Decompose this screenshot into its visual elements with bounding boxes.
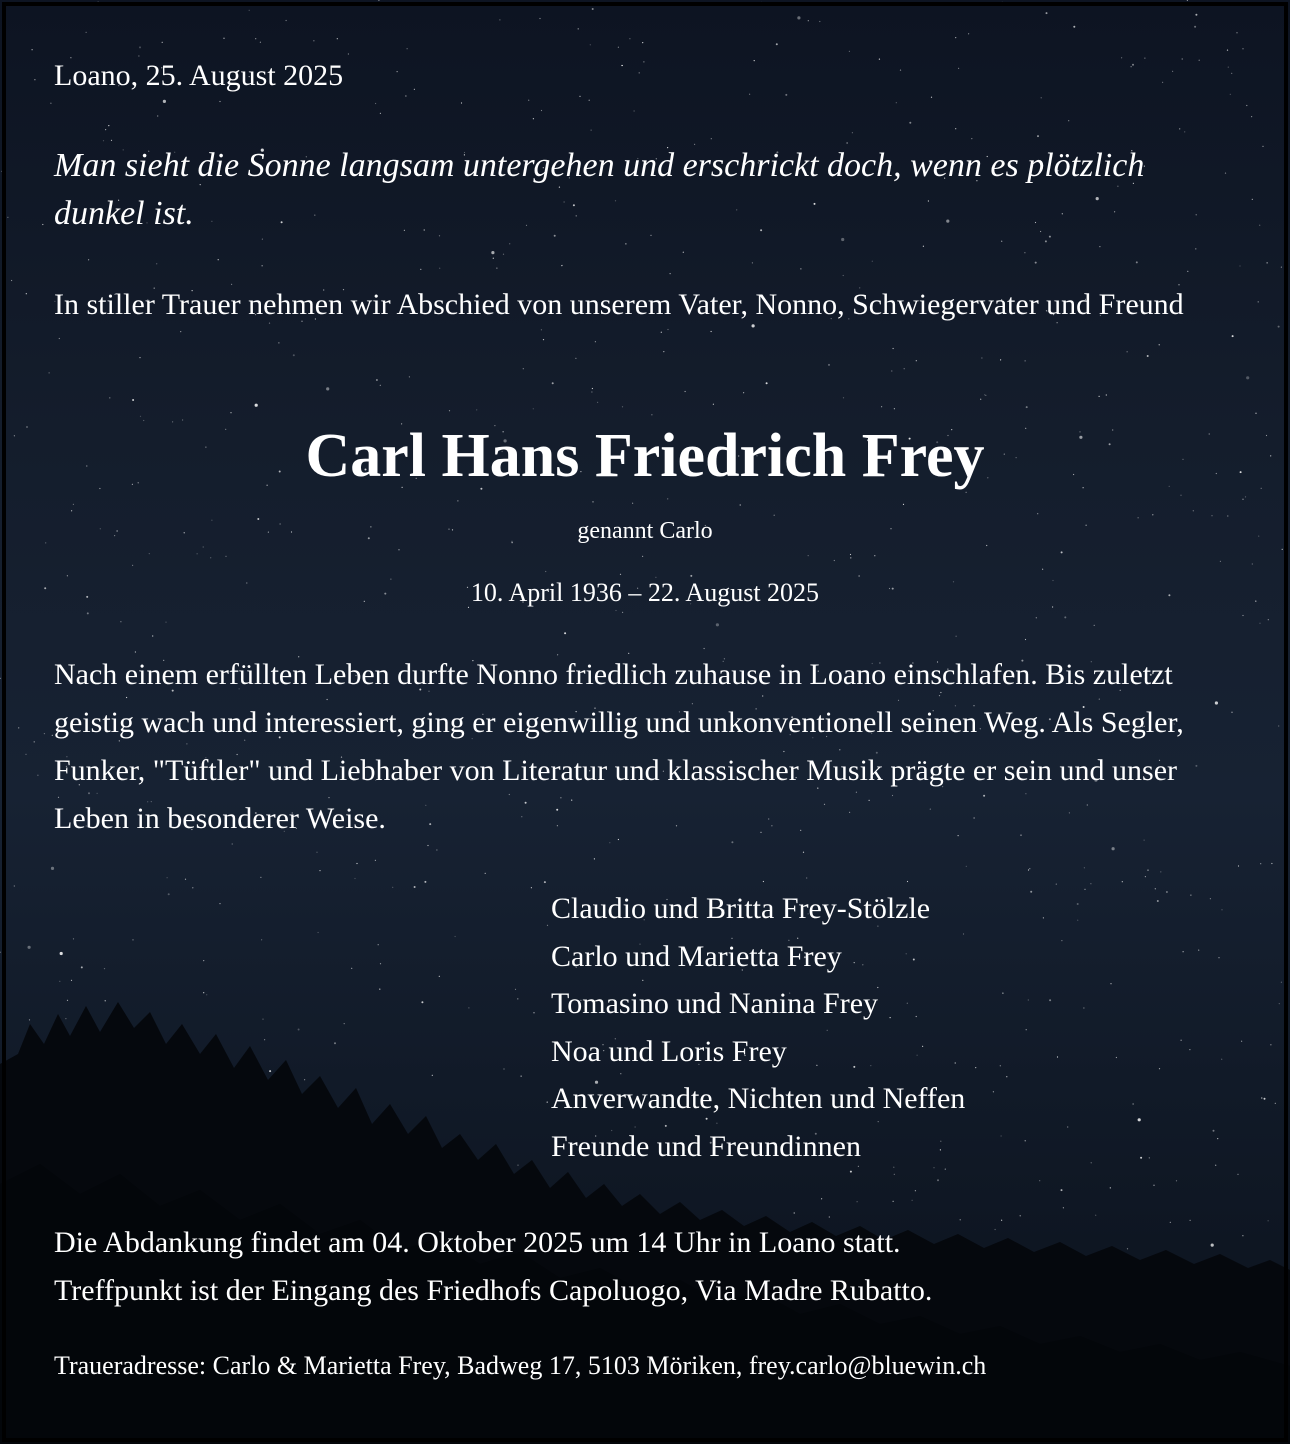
- ceremony-date-line: Die Abdankung findet am 04. Oktober 2025 um 14 Uhr in Loano statt.: [54, 1226, 901, 1259]
- lifespan-dates: 10. April 1936 – 22. August 2025: [470, 578, 820, 607]
- mourner-item: Freunde und Freundinnen: [551, 1129, 861, 1163]
- ceremony-info: [54, 1219, 932, 1315]
- quote: Man sieht die Sonne langsam untergehen und erschrickt doch, wenn es plötzlich dunkel ist.: [54, 147, 1145, 232]
- mourner-item: Anverwandte, Nichten und Neffen: [551, 1082, 966, 1115]
- deceased-nickname: genannt Carlo: [577, 518, 713, 544]
- intro-text: In stiller Trauer nehmen wir Abschied von unserem Vater, Nonno, Schwiegervater und Freund: [54, 288, 1184, 321]
- mourner-item: Tomasino und Nanina Frey: [551, 987, 879, 1020]
- mourner-item: Carlo und Marietta Frey: [551, 939, 842, 973]
- mourners-list: [551, 885, 965, 1170]
- mourner-item: Noa und Loris Frey: [551, 1034, 787, 1068]
- mourner-item: Claudio und Britta Frey-Stölzle: [551, 892, 931, 925]
- mourning-address: Traueradresse: Carlo & Marietta Frey, Badweg 17, 5103 Möriken, frey.carlo@bluewin.ch: [54, 1351, 987, 1380]
- place-date: Loano, 25. August 2025: [54, 59, 344, 92]
- deceased-name: Carl Hans Friedrich Frey: [305, 422, 985, 490]
- ceremony-meeting-line: Treffpunkt ist der Eingang des Friedhofs Capoluogo, Via Madre Rubatto.: [54, 1274, 933, 1307]
- life-description: Nach einem erfüllten Leben durfte Nonno friedlich zuhause in Loano einschlafen. Bis zuletzt geistig wach und interessiert, ging er eigenwillig und unkonventionell seinen Weg. Als Segler, Funker, "Tüftler" und Liebhaber von Literatur und klassischer Musik prägte er sein und unser Leben in besonderer Weise.: [54, 658, 1184, 835]
